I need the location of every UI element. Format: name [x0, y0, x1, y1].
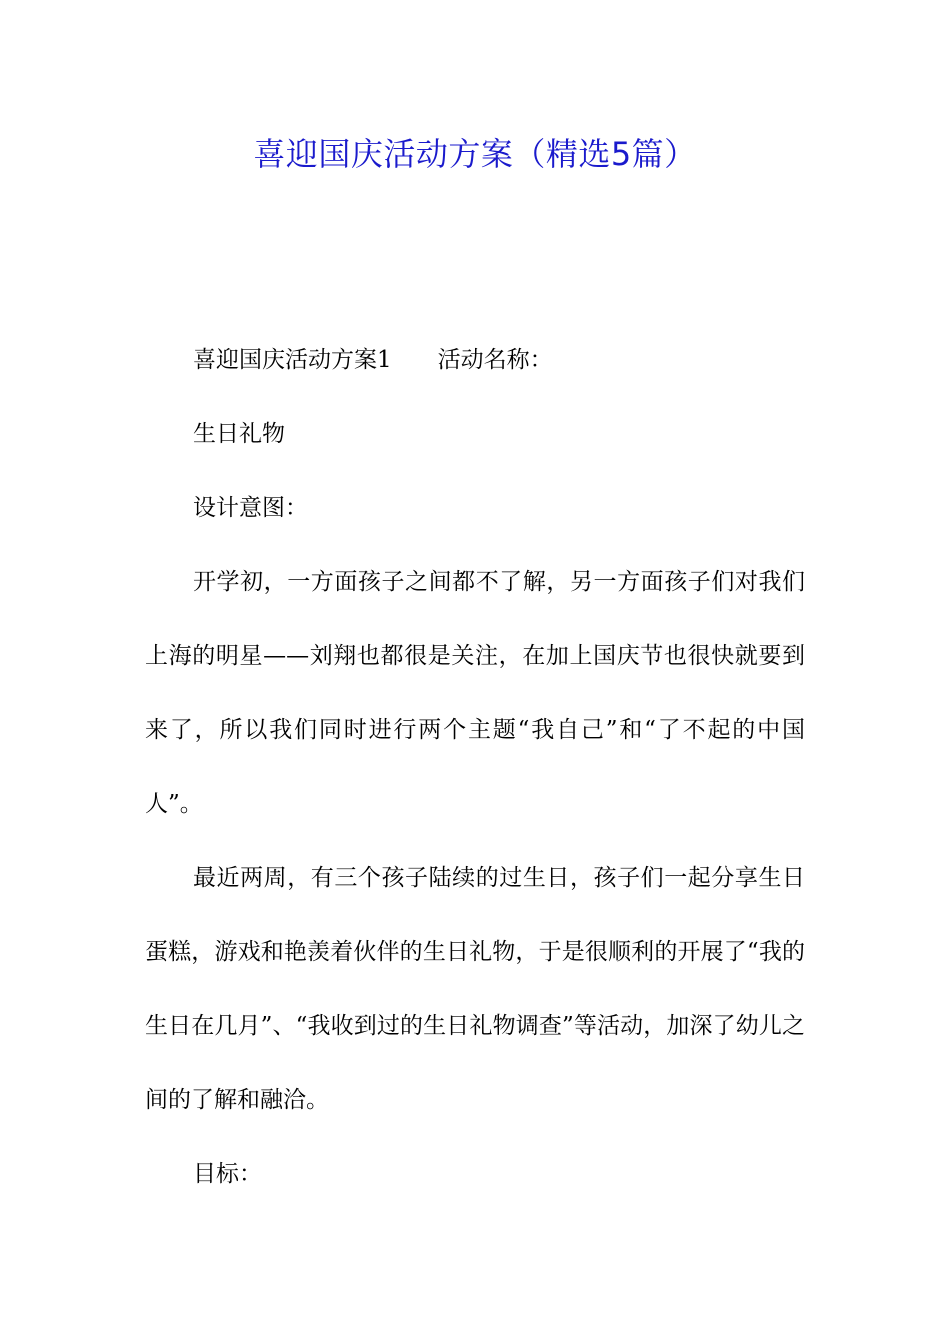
- paragraph: 目标：: [193, 1161, 262, 1187]
- activity-name-label: 活动名称：: [437, 347, 553, 373]
- paragraph: 设计意图：: [193, 495, 308, 521]
- section-heading-line: [145, 323, 805, 397]
- document-title: 喜迎国庆活动方案（精选5篇）: [253, 135, 697, 173]
- document-body: [145, 323, 805, 1211]
- paragraph: 生日礼物: [193, 421, 285, 447]
- paragraph: 最近两周，有三个孩子陆续的过生日，孩子们一起分享生日蛋糕，游戏和艳羡着伙伴的生日礼物，于是很顺利的开展了“我的生日在几月”、“我收到过的生日礼物调查”等活动，加深了幼儿之间的了解和融洽。: [145, 865, 805, 1113]
- section-title: 喜迎国庆活动方案1: [193, 347, 392, 373]
- paragraph: 开学初，一方面孩子之间都不了解，另一方面孩子们对我们上海的明星——刘翔也都很是关注，在加上国庆节也很快就要到来了，所以我们同时进行两个主题“我自己”和“了不起的中国人”。: [145, 569, 805, 817]
